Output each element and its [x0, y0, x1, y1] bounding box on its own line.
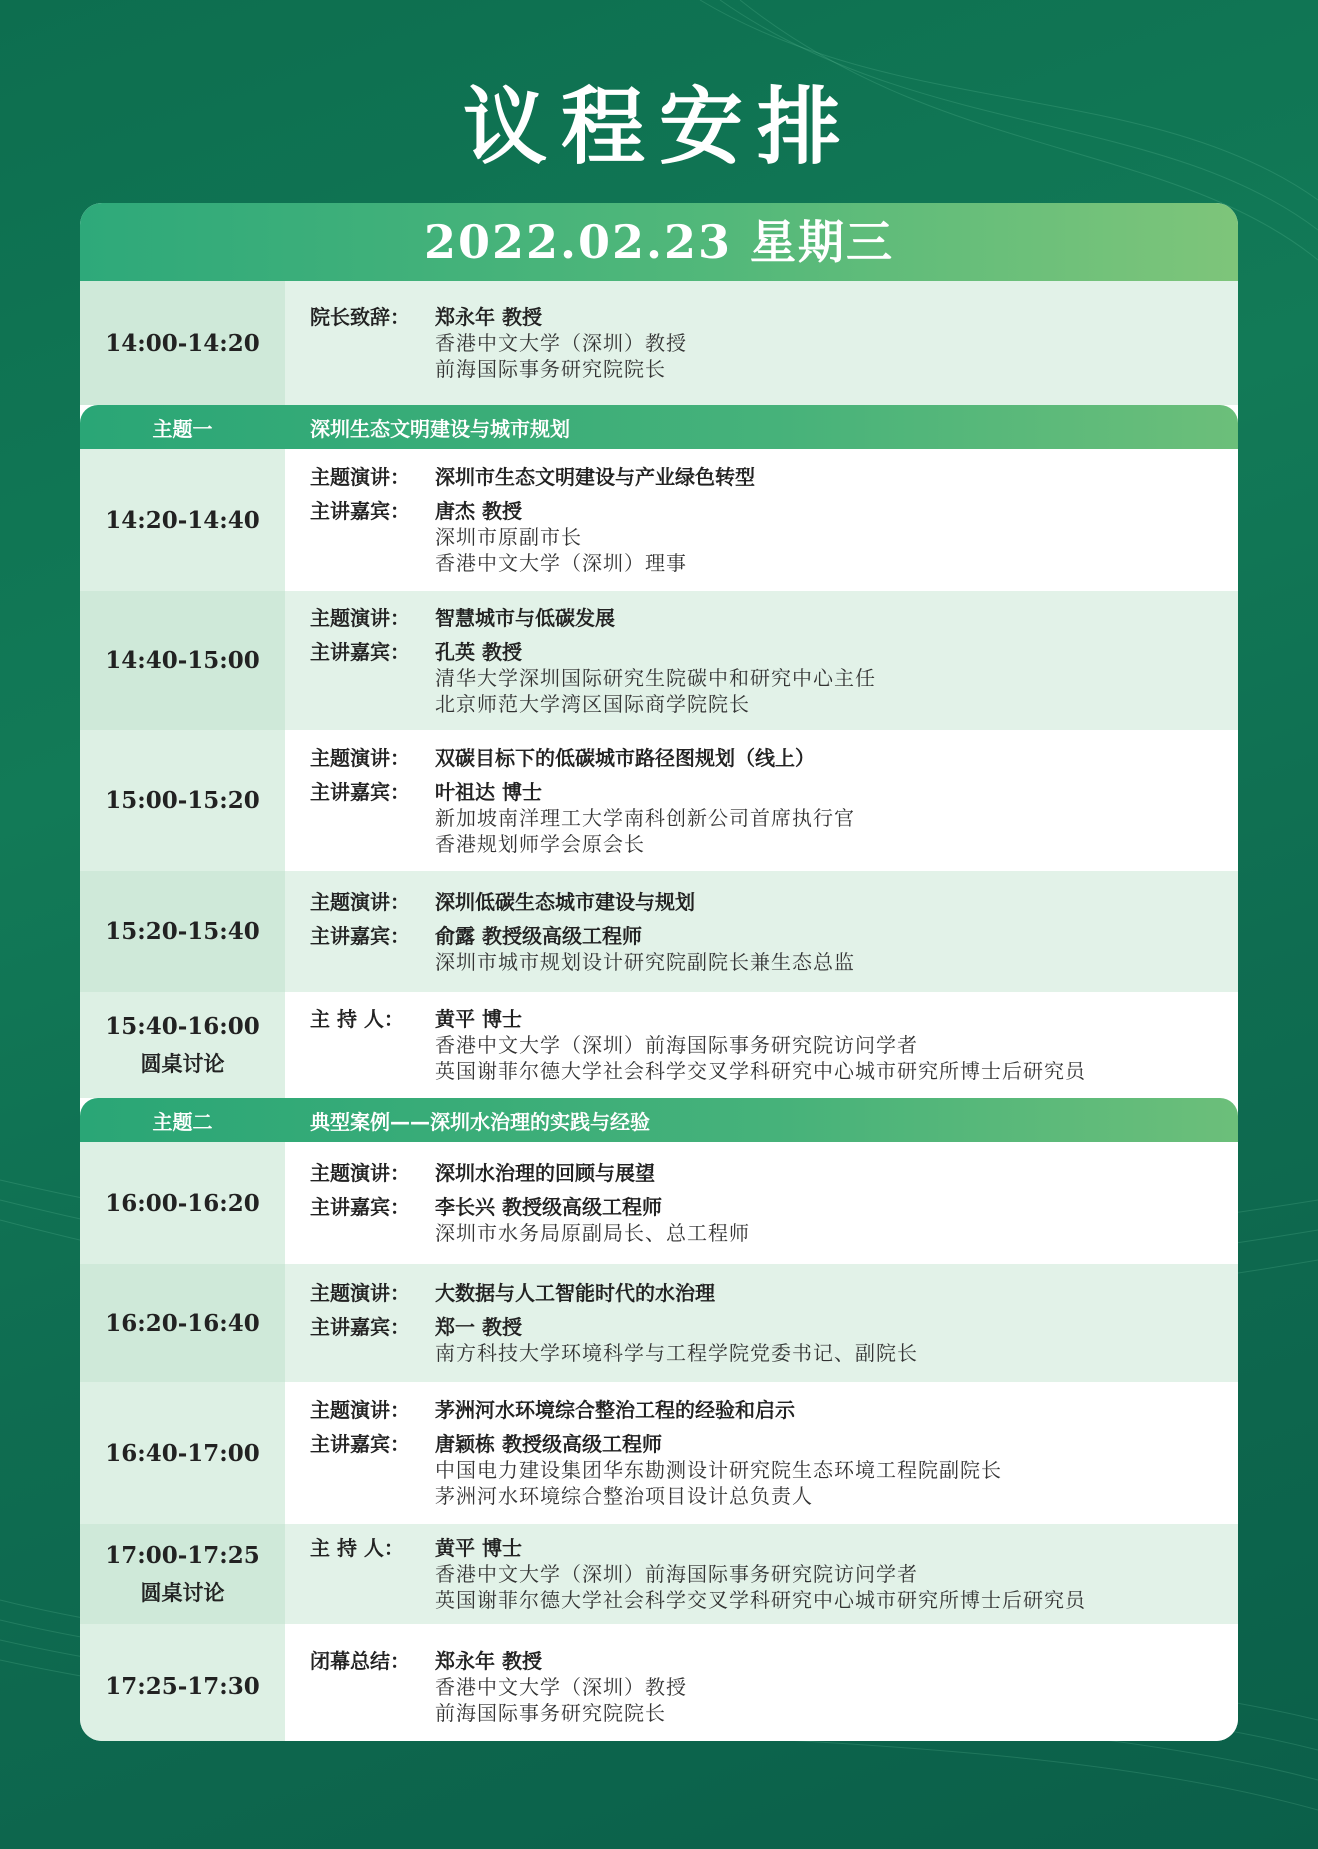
topic-title: 双碳目标下的低碳城市路径图规划（线上）	[435, 745, 815, 770]
speaker-name: 俞露 教授级高级工程师	[435, 923, 642, 948]
moderator-name: 黄平 博士	[435, 1536, 522, 1560]
speaker-name: 叶祖达 博士	[435, 779, 542, 804]
page-title: 议程安排	[462, 78, 855, 176]
opening-row	[80, 281, 1238, 405]
session-row: 16:20-16:40 主题演讲： 大数据与人工智能时代的水治理 主讲嘉宾： 郑一 教授 南方科技大学环境科学与工程学院党委书记、副院长	[80, 1264, 1238, 1382]
speaker-name: 唐颖栋 教授级高级工程师	[435, 1432, 662, 1456]
moderator-name: 黄平 博士	[435, 1007, 522, 1031]
speaker-name: 郑一 教授	[435, 1315, 522, 1339]
session-row: 14:20-14:40 主题演讲： 深圳市生态文明建设与产业绿色转型 主讲嘉宾： 唐杰 教授 深圳市原副市长 香港中文大学（深圳）理事	[80, 449, 1238, 591]
topic-title: 茅洲河水环境综合整治工程的经验和启示	[435, 1398, 795, 1422]
topic-title: 深圳市生态文明建设与产业绿色转型	[435, 465, 755, 489]
topic-title: 大数据与人工智能时代的水治理	[435, 1281, 715, 1305]
session-row: 15:20-15:40 主题演讲： 深圳低碳生态城市建设与规划 主讲嘉宾： 俞露 教授级高级工程师 深圳市城市规划设计研究院副院长兼生态总监	[80, 871, 1238, 992]
topic-title: 深圳低碳生态城市建设与规划	[435, 889, 695, 914]
topic-title: 智慧城市与低碳发展	[435, 605, 615, 630]
date-header: 2022.02.23 星期三	[80, 203, 1238, 281]
agenda-card	[80, 203, 1238, 1741]
speaker-name: 郑永年 教授	[435, 1648, 542, 1673]
speaker-name: 李长兴 教授级高级工程师	[435, 1195, 662, 1219]
speaker-name: 郑永年 教授	[435, 305, 542, 329]
topic-title: 深圳水治理的回顾与展望	[435, 1161, 655, 1185]
session-row: 15:00-15:20 主题演讲： 双碳目标下的低碳城市路径图规划（线上） 主讲嘉宾： 叶祖达 博士 新加坡南洋理工大学南科创新公司首席执行官 香港规划师学会原会长	[80, 730, 1238, 871]
speaker-name: 孔英 教授	[435, 639, 522, 664]
speaker-name: 唐杰 教授	[435, 499, 522, 523]
content-cell: 院长致辞： 郑永年 教授 香港中文大学（深圳）教授 前海国际事务研究院院长	[285, 281, 1238, 405]
closing-row: 17:25-17:30 闭幕总结： 郑永年 教授 香港中文大学（深圳）教授 前海国际事务研究院院长	[80, 1624, 1238, 1741]
theme-2-header: 主题二 典型案例——深圳水治理的实践与经验	[80, 1098, 1238, 1142]
session-row: 14:40-15:00 主题演讲： 智慧城市与低碳发展 主讲嘉宾： 孔英 教授 清华大学深圳国际研究生院碳中和研究中心主任 北京师范大学湾区国际商学院院长	[80, 591, 1238, 730]
session-row: 16:00-16:20 主题演讲： 深圳水治理的回顾与展望 主讲嘉宾： 李长兴 教授级高级工程师 深圳市水务局原副局长、总工程师	[80, 1142, 1238, 1264]
roundtable-row: 17:00-17:25 圆桌讨论 主 持 人： 黄平 博士 香港中文大学（深圳）前海国际事务研究院访问学者 英国谢菲尔德大学社会科学交叉学科研究中心城市研究所博士后研究员	[80, 1524, 1238, 1624]
roundtable-row: 15:40-16:00 圆桌讨论 主 持 人： 黄平 博士 香港中文大学（深圳）前海国际事务研究院访问学者 英国谢菲尔德大学社会科学交叉学科研究中心城市研究所博士后研究员	[80, 992, 1238, 1098]
time-cell: 14:00-14:20	[80, 281, 285, 405]
session-row: 16:40-17:00 主题演讲： 茅洲河水环境综合整治工程的经验和启示 主讲嘉宾： 唐颖栋 教授级高级工程师 中国电力建设集团华东勘测设计研究院生态环境工程院副院长 茅洲河水环境综合整治项目设计总负责人	[80, 1382, 1238, 1524]
theme-1-header: 主题一 深圳生态文明建设与城市规划	[80, 405, 1238, 449]
